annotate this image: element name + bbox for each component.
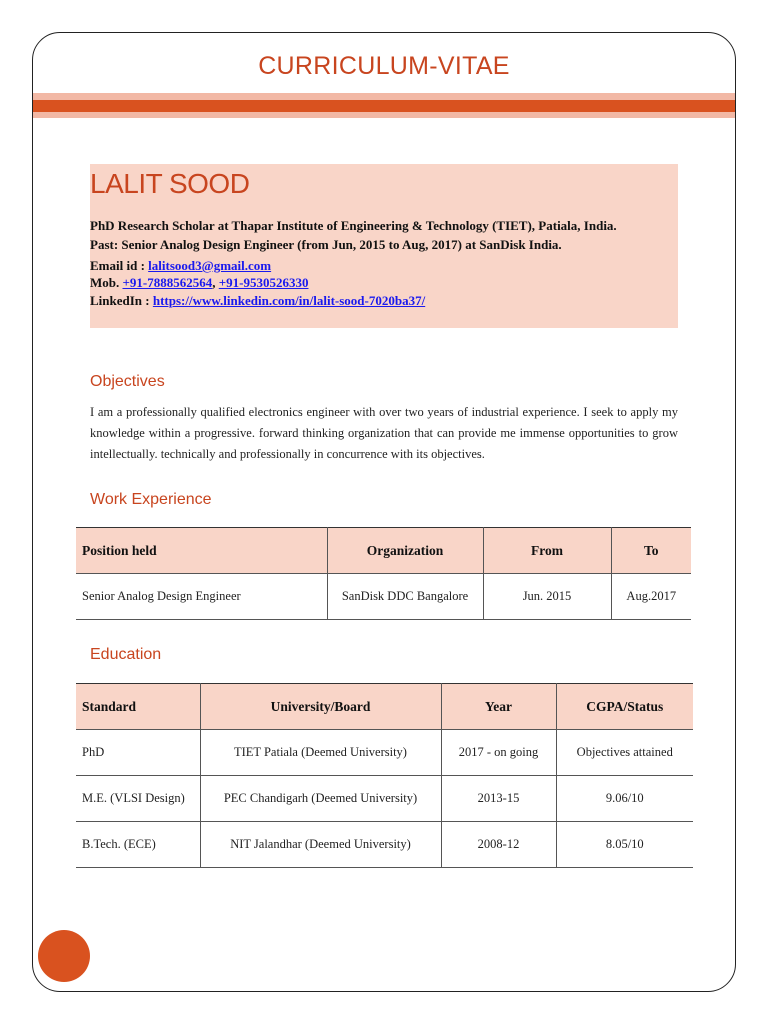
- table-cell: 9.06/10: [556, 776, 693, 822]
- column-header: Organization: [327, 528, 483, 574]
- email-label: Email id :: [90, 258, 149, 273]
- table-cell: TIET Patiala (Deemed University): [200, 730, 441, 776]
- table-cell: Aug.2017: [611, 574, 691, 620]
- mobile-link-2[interactable]: +91-9530526330: [218, 275, 309, 290]
- table-cell: 2017 - on going: [441, 730, 556, 776]
- table-header-row: [76, 528, 691, 574]
- mobile-label: Mob.: [90, 275, 123, 290]
- table-cell: B.Tech. (ECE): [76, 822, 200, 868]
- table-cell: PEC Chandigarh (Deemed University): [200, 776, 441, 822]
- column-header: Standard: [76, 684, 200, 730]
- column-header: University/Board: [200, 684, 441, 730]
- page-title: CURRICULUM-VITAE: [258, 52, 510, 80]
- current-position: PhD Research Scholar at Thapar Institute of Engineering & Technology (TIET), Patiala, India.: [90, 218, 617, 233]
- objectives-text: I am a professionally qualified electronics engineer with over two years of industrial experience. I seek to apply my knowledge within a progressive. forward thinking organization that can provide me immense opportunities to grow intellectually. technically and professionally in concurrence with its objectives.: [90, 405, 678, 461]
- linkedin-label: LinkedIn :: [90, 293, 153, 308]
- table-cell: M.E. (VLSI Design): [76, 776, 200, 822]
- work-experience-table: [76, 527, 691, 620]
- table-row: [76, 574, 691, 620]
- table-row: [76, 730, 693, 776]
- education-heading: Education: [90, 646, 162, 663]
- candidate-name: LALIT SOOD: [90, 168, 250, 199]
- past-position: Past: Senior Analog Design Engineer (from Jun, 2015 to Aug, 2017) at SanDisk India.: [90, 237, 562, 252]
- mobile-line: [90, 275, 309, 291]
- objectives-heading: Objectives: [90, 373, 165, 390]
- table-header-row: [76, 684, 693, 730]
- linkedin-link[interactable]: https://www.linkedin.com/in/lalit-sood-7020ba37/: [152, 293, 426, 308]
- linkedin-line: [90, 293, 425, 309]
- column-header: From: [483, 528, 611, 574]
- table-cell: Jun. 2015: [483, 574, 611, 620]
- mobile-link-1[interactable]: +91-7888562564: [122, 275, 213, 290]
- column-header: CGPA/Status: [556, 684, 693, 730]
- table-row: [76, 822, 693, 868]
- email-line: [90, 258, 271, 274]
- email-link[interactable]: lalitsood3@gmail.com: [148, 258, 272, 273]
- table-cell: NIT Jalandhar (Deemed University): [200, 822, 441, 868]
- mobile-separator: ,: [212, 275, 219, 290]
- table-row: [76, 776, 693, 822]
- header-band-dark: [33, 100, 735, 112]
- education-table: [76, 683, 693, 868]
- table-cell: SanDisk DDC Bangalore: [327, 574, 483, 620]
- column-header: Year: [441, 684, 556, 730]
- table-cell: 2008-12: [441, 822, 556, 868]
- profile-header: [90, 164, 678, 328]
- table-cell: 8.05/10: [556, 822, 693, 868]
- table-cell: Objectives attained: [556, 730, 693, 776]
- decorative-circle: [38, 930, 90, 982]
- table-cell: Senior Analog Design Engineer: [76, 574, 327, 620]
- column-header: To: [611, 528, 691, 574]
- work-experience-heading: Work Experience: [90, 491, 212, 508]
- table-cell: PhD: [76, 730, 200, 776]
- table-cell: 2013-15: [441, 776, 556, 822]
- column-header: Position held: [76, 528, 327, 574]
